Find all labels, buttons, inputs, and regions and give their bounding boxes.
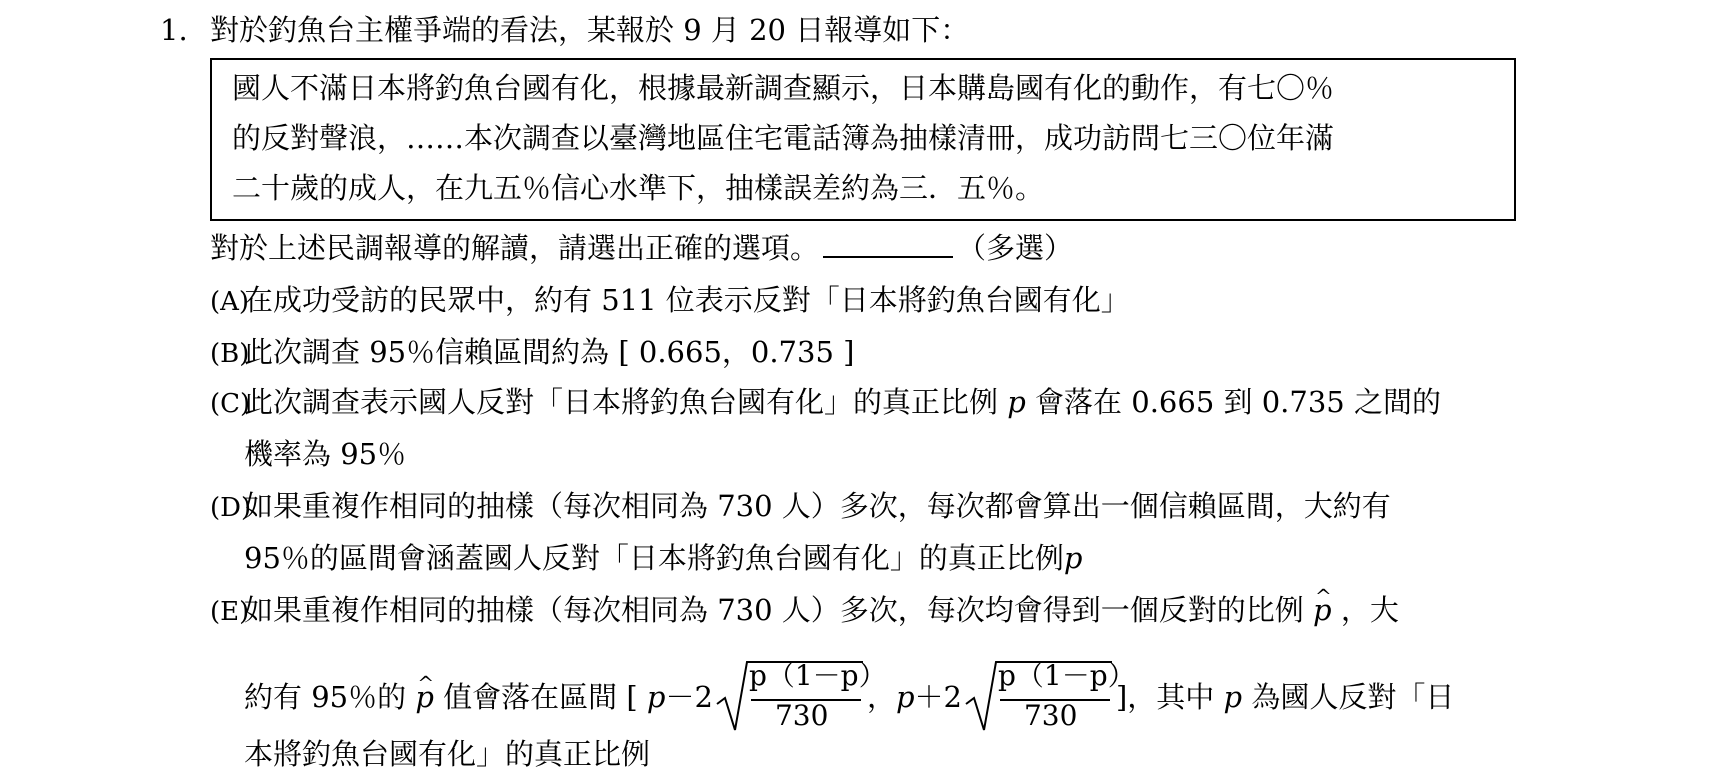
option-c-label: (C) [210,389,251,419]
answer-blank[interactable] [823,228,953,258]
option-e-text-2a: 約有 95％的 [244,680,407,714]
fraction-numerator-2: p（1－p） [997,659,1136,692]
option-a-text: 在成功受訪的民眾中，約有 511 位表示反對「日本將釣魚台國有化」 [244,283,1130,317]
interval-bracket-close: ]，其中 [1115,680,1215,714]
question-prompt [210,228,1073,266]
option-d[interactable] [210,488,1391,526]
interval-minus-two: －2 [665,680,713,714]
option-e-p-hat-2: ^ p [415,679,434,715]
interval-comma: ， [866,680,896,714]
sqrt-expression-1 [715,659,887,734]
option-e-line-3: 本將釣魚台國有化」的真正比例 [244,737,651,771]
multi-select-note: （多選） [957,231,1074,265]
option-e-text-1b: ，大 [1340,593,1399,627]
interval-upper-p: p [895,680,915,714]
option-b-text: 此次調查 95％信賴區間約為 [ 0.665，0.735 ] [244,335,855,369]
option-a[interactable] [210,282,1130,320]
option-e-text-2b: 值會落在區間 [ [443,680,638,714]
option-c[interactable] [210,384,1441,422]
option-d-label: (D) [210,493,252,523]
question-number: 1. [160,13,188,47]
prompt-text: 對於上述民調報導的解讀，請選出正確的選項。 [210,231,820,265]
option-e[interactable] [210,592,1399,630]
option-b[interactable] [210,334,854,372]
news-quote-box [210,58,1516,221]
option-c-text-1b: 會落在 0.665 到 0.735 之間的 [1035,385,1441,419]
option-c-text-1a: 此次調查表示國人反對「日本將釣魚台國有化」的真正比例 [244,385,999,419]
quote-line-2: 的反對聲浪，……本次調查以臺灣地區住宅電話簿為抽樣清冊，成功訪問七三〇位年滿 [232,121,1335,155]
option-e-label: (E) [210,597,250,627]
option-e-line-2 [244,659,1455,734]
question-stem: 對於釣魚台主權爭端的看法，某報於 9 月 20 日報導如下： [210,13,970,47]
interval-lower-p: p [646,680,666,714]
fraction-denominator-2: 730 [1023,699,1078,732]
option-c-line-2: 機率為 95％ [244,437,407,471]
option-e-text-1a: 如果重複作相同的抽樣（每次相同為 730 人）多次，每次均會得到一個反對的比例 [244,593,1304,627]
option-e-p-hat-1: ^ p [1313,592,1332,628]
option-e-var-p: p [1223,680,1243,714]
option-e-text-2c: 為國人反對「日 [1251,680,1455,714]
fraction-numerator-1: p（1－p） [748,659,887,692]
option-d-text-1: 如果重複作相同的抽樣（每次相同為 730 人）多次，每次都會算出一個信賴區間，大約有 [244,489,1391,523]
quote-line-1: 國人不滿日本將釣魚台國有化，根據最新調查顯示，日本購島國有化的動作，有七〇％ [232,71,1335,105]
sqrt-expression-2 [964,659,1136,734]
option-d-var-p: p [1063,541,1083,575]
interval-plus-two: ＋2 [914,680,962,714]
option-d-text-2: 95％的區間會涵蓋國人反對「日本將釣魚台國有化」的真正比例 [244,541,1064,575]
option-a-label: (A) [210,287,250,317]
quote-line-3: 二十歲的成人，在九五％信心水準下，抽樣誤差約為三．五％。 [232,171,1045,205]
option-b-label: (B) [210,339,250,369]
option-c-var-p: p [1007,385,1026,419]
option-d-line-2 [244,540,1082,576]
fraction-denominator-1: 730 [774,699,829,732]
